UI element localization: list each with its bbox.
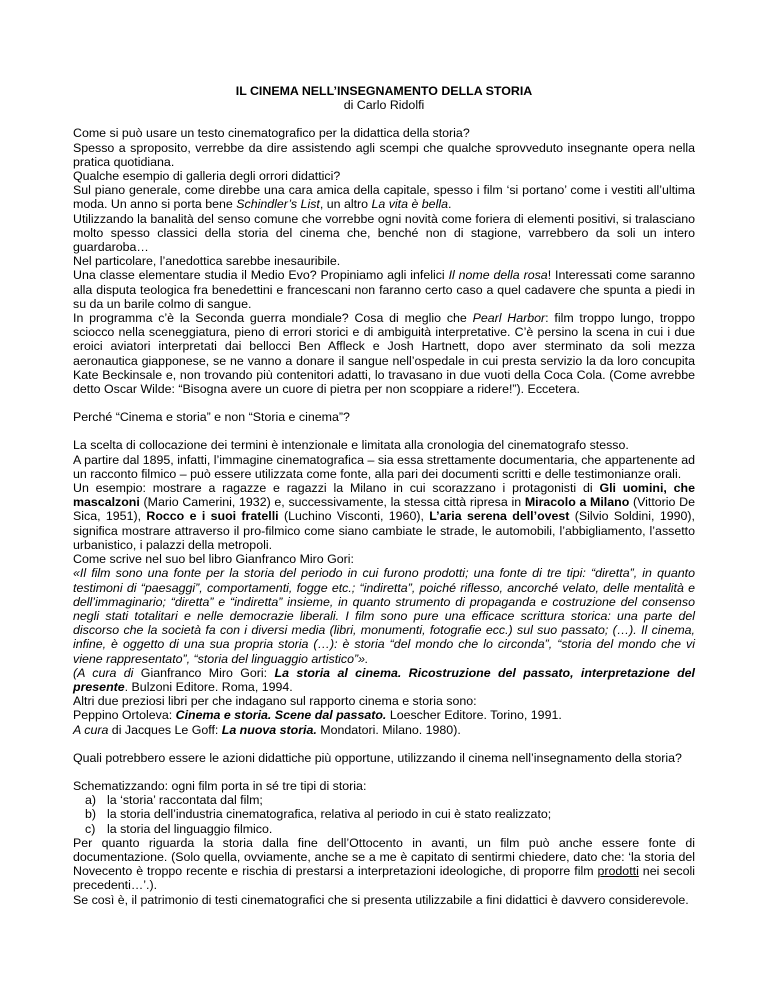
book-title: Cinema e storia. Scene dal passato. xyxy=(175,708,387,723)
paragraph-1895: A partire dal 1895, infatti, l’immagine cinematografica – sia essa strettamente documentaria, che appartenente ad un racconto filmico – può essere utilizzata come fonte, alla pari dei documenti scritti e delle testimonianze orali. xyxy=(73,452,695,481)
paragraph-esempio xyxy=(73,481,695,552)
text-run: ! Interessati come saranno alla disputa teologica fra benedettini e francescani non faranno certo caso a quel cadavere che spunta a piedi in su da un barile colmo di sangue. xyxy=(73,268,695,311)
paragraph-schema: Schematizzando: ogni film porta in sé tre tipi di storia: xyxy=(73,778,367,793)
text-run: (Vittorio De Sica, 1951), xyxy=(73,495,695,524)
text-run: Peppino Ortoleva: xyxy=(73,708,176,723)
text-run: In programma c’è la Seconda guerra mondiale? Cosa di meglio che xyxy=(73,311,473,326)
list-marker: c) xyxy=(85,821,96,836)
doc-title: IL CINEMA NELL’INSEGNAMENTO DELLA STORIA xyxy=(235,84,533,98)
doc-author: di Carlo Ridolfi xyxy=(343,98,425,113)
film-title: La vita è bella xyxy=(371,197,448,212)
underlined-word: prodotti xyxy=(597,864,639,879)
list-marker: b) xyxy=(85,807,97,822)
paragraph-aneddotica: Nel particolare, l’anedottica sarebbe inesauribile. xyxy=(73,254,341,269)
paragraph-gori-intro: Come scrive nel suo bel libro Gianfranco Miro Gori: xyxy=(73,552,354,567)
spacer xyxy=(73,396,695,410)
list-item-text: la storia del linguaggio filmico. xyxy=(107,821,273,836)
list-item-text: la storia dell’industria cinematografica, relativa al periodo in cui è stato realizzato; xyxy=(107,807,552,822)
list-item-text: la ‘storia’ raccontata dal film; xyxy=(107,793,263,808)
book-title: La nuova storia. xyxy=(221,722,317,737)
film-title: Gli uomini, che mascalzoni xyxy=(73,481,696,510)
text-run: Sul piano generale, come direbbe una cara amica della capitale, spesso i film ‘si portano’ come i vestiti all’ultima moda. Un anno si porta bene xyxy=(73,183,695,212)
text-run: A cura xyxy=(73,722,109,737)
text-run: (A cura di xyxy=(73,665,134,680)
film-title: Pearl Harbor xyxy=(472,311,546,326)
film-title: Rocco e i suoi fratelli xyxy=(146,509,279,524)
intro-line: Qualche esempio di galleria degli orrori didattici? xyxy=(73,169,341,184)
reference-gori xyxy=(73,666,695,694)
text-run: Una classe elementare studia il Medio Evo? Propiniamo agli infelici xyxy=(73,268,449,283)
reference-ortoleva xyxy=(73,708,695,722)
paragraph-rosa xyxy=(73,268,695,311)
text-run: Per quanto riguarda la storia dalla fine dell’Ottocento in avanti, un film può anche essere fonte di documentazione. (Solo quella, ovviamente, anche se a me è capitato di sentirmi chiedere, dato che: ‘la storia del Novecento è troppo recente e rischia di prestarsi a interpretazioni ideologiche, di proporre film xyxy=(73,835,695,879)
paragraph-moda xyxy=(73,183,695,211)
text-run: Gianfranco Miro Gori: xyxy=(133,665,275,680)
text-run: Loescher Editore. Torino, 1991. xyxy=(386,708,562,723)
question-azioni: Quali potrebbero essere le azioni didattiche più opportune, utilizzando il cinema nell’insegnamento della storia? xyxy=(73,750,682,765)
paragraph-altri: Altri due preziosi libri per che indagano sul rapporto cinema e storia sono: xyxy=(73,694,477,709)
intro-line: Come si può usare un testo cinematografico per la didattica della storia? xyxy=(73,126,470,141)
text-run: (Luchino Visconti, 1960), xyxy=(278,509,430,524)
paragraph-pearl xyxy=(73,311,695,396)
text-run: . Bulzoni Editore. Roma, 1994. xyxy=(124,679,293,694)
film-title: Schindler’s List xyxy=(236,197,320,212)
question-perche: Perché “Cinema e storia” e non “Storia e cinema”? xyxy=(73,410,350,425)
text-run: nei secoli precedenti…’.). xyxy=(73,864,695,893)
paragraph-fonte xyxy=(73,836,695,893)
list-item xyxy=(85,793,695,808)
text-run: di Jacques Le Goff: xyxy=(108,722,222,737)
spacer xyxy=(73,424,695,438)
text-run: : film troppo lungo, troppo sciocco nella sceneggiatura, pieno di errori storici e di ambiguità interpretative. C’è persino la scena in cui i due eroici aviatori interpretati dai bellocci Ben Affleck e Josh Hartnett, dopo aver sterminato da soli mezza aeronautica giapponese, se ne vanno a donare il sangue nell’ospedale in cui presta servizio la da loro concupita Kate Beckinsale e, non trovando più contenitori adatti, lo travasano in due vuoti della Coca Cola. (Come avrebbe detto Oscar Wilde: “Bisogna avere un cuore di pietra per non scoppiare a ridere!”). Eccetera. xyxy=(73,311,695,397)
text-run: (Mario Camerini, 1932) e, successivamente, la stessa città ripresa in xyxy=(139,495,525,510)
text-run: Un esempio: mostrare a ragazze e ragazzi la Milano in cui scorazzano i protagonisti di xyxy=(73,481,600,496)
intro-line: Spesso a sproposito, verrebbe da dire assistendo agli scempi che qualche sprovveduto insegnante opera nella pratica quotidiana. xyxy=(73,140,695,169)
paragraph-finale: Se così è, il patrimonio di testi cinematografici che si presenta utilizzabile a fini didattici è davvero considerevole. xyxy=(73,892,689,907)
film-title: Il nome della rosa xyxy=(448,268,548,283)
text-run: Mondatori. Milano. 1980). xyxy=(316,722,461,737)
paragraph-banalita: Utilizzando la banalità del senso comune che vorrebbe ogni novità come foriera di elementi positivi, si tralasciano molto spesso classici della storia del cinema che, benché non di stagione, varrebbero da soli un intero guardaroba… xyxy=(73,211,695,255)
film-title: L’aria serena dell’ovest xyxy=(429,509,570,524)
film-title: Miracolo a Milano xyxy=(524,495,630,510)
story-types-list xyxy=(73,793,695,836)
list-marker: a) xyxy=(85,793,97,808)
block-quote: «Il film sono una fonte per la storia del periodo in cui furono prodotti; una fonte di tre tipi: “diretta”, in quanto testimoni di “paesaggi”, comportamenti, fogge etc.; “indiretta”, poiché riflesso, ancorché velato, delle mentalità e dell’immaginario; “diretta” e “indiretta” insieme, in quanto strumento di propaganda e costruzione del consenso negli stati totalitari e nelle democrazie liberali. I film sono pure una efficace scrittura storica: una parte del discorso che la società fa con i diversi media (libri, monumenti, fotografie ecc.) sul suo passato; (…). Il cinema, infine, è oggetto di una sua propria storia (…): è storia “del mondo che lo circonda”, “storia del mondo che vi viene rappresentato”, “storia del linguaggio artistico”». xyxy=(73,566,695,666)
list-item xyxy=(85,821,695,836)
reference-legoff xyxy=(73,723,695,737)
text-run: (Silvio Soldini, 1990), significa mostrare attraverso il pro-filmico come siano cambiate le strade, le automobili, l’abbigliamento, l’assetto urbanistico, i palazzi della metropoli. xyxy=(73,509,695,552)
paragraph-scelta: La scelta di collocazione dei termini è intenzionale e limitata alla cronologia del cinematografo stesso. xyxy=(73,438,629,453)
spacer xyxy=(73,737,695,751)
text-run: , un altro xyxy=(319,197,372,212)
spacer xyxy=(73,765,695,779)
text-run: . xyxy=(447,197,452,212)
list-item xyxy=(85,807,695,822)
book-title: La storia al cinema. Ricostruzione del passato, interpretazione del presente xyxy=(73,665,695,694)
